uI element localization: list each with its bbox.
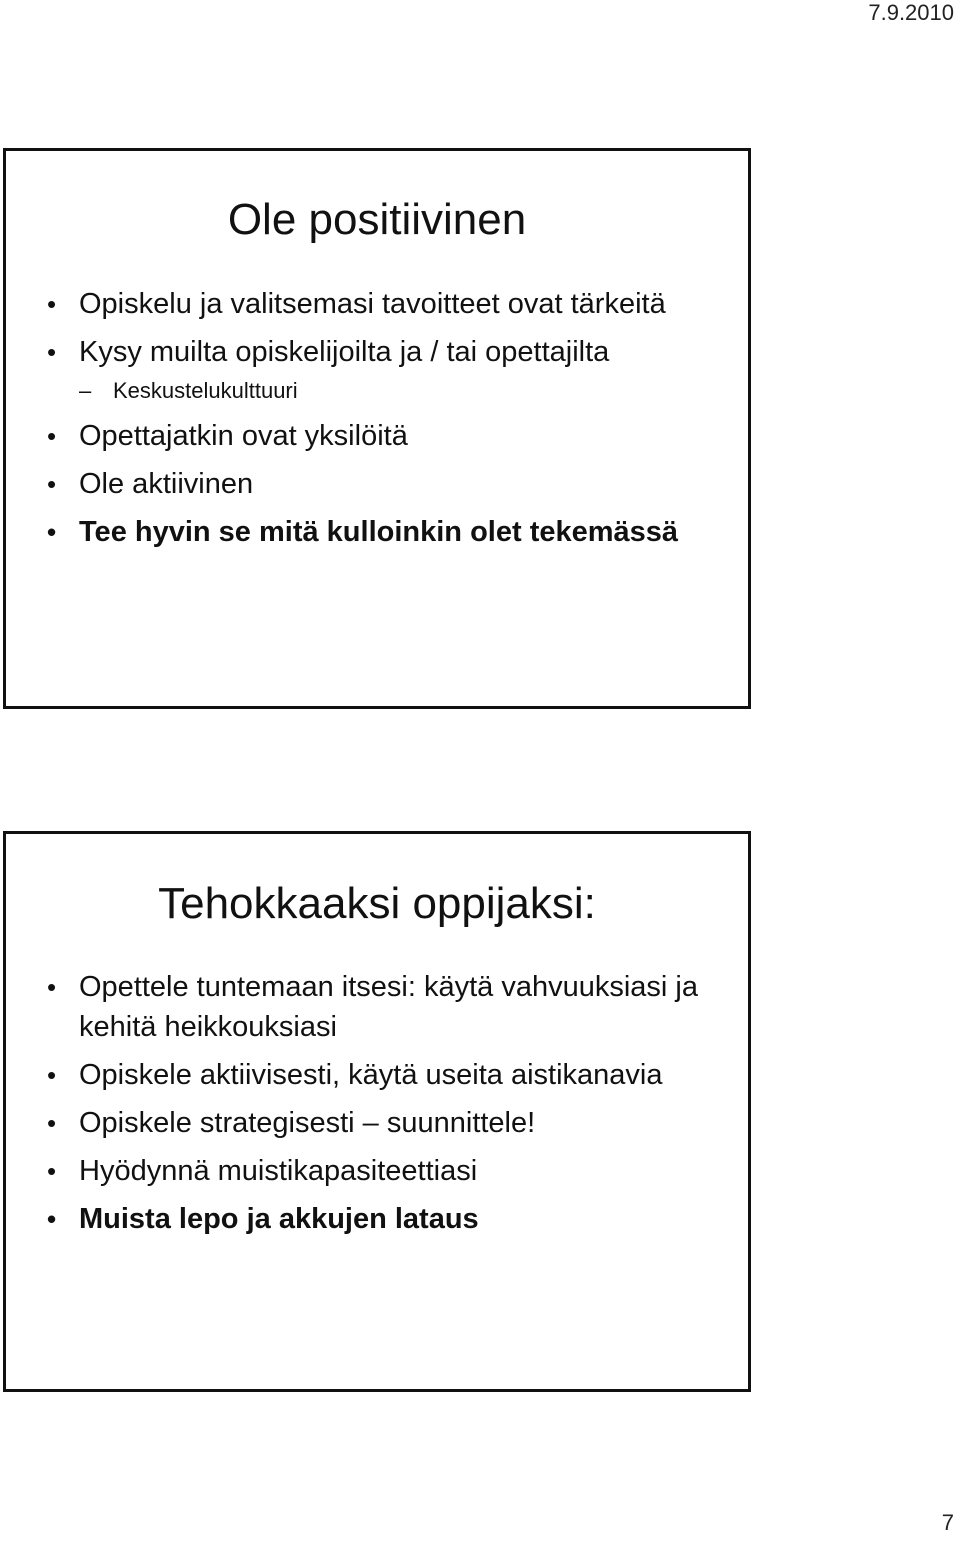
bullet-item xyxy=(46,1055,708,1095)
bullet-text: Kysy muilta opiskelijoilta ja / tai opettajilta xyxy=(79,336,610,368)
bullet-item xyxy=(46,332,708,372)
bullet-text: Opiskelu ja valitsemasi tavoitteet ovat tärkeitä xyxy=(79,288,666,320)
bullet-dot-icon: • xyxy=(47,1108,57,1138)
bullet-item xyxy=(46,1103,708,1143)
slide-title: Tehokkaaksi oppijaksi: xyxy=(158,879,596,928)
bullet-item xyxy=(46,284,708,324)
bullet-text: Muista lepo ja akkujen lataus xyxy=(79,1203,479,1235)
header-date: 7.9.2010 xyxy=(868,0,954,25)
bullet-text: Opettajatkin ovat yksilöitä xyxy=(79,420,408,452)
bullet-dot-icon: • xyxy=(47,421,57,451)
bullet-dot-icon: • xyxy=(47,517,57,547)
sub-bullet-item xyxy=(46,376,708,406)
sub-bullet-text: Keskustelukulttuuri xyxy=(113,378,298,403)
bullet-dot-icon: • xyxy=(47,469,57,499)
bullet-text: Hyödynnä muistikapasiteettiasi xyxy=(79,1155,478,1187)
page-number: 7 xyxy=(941,1510,954,1535)
slide-1 xyxy=(3,148,751,709)
bullet-item xyxy=(46,1151,708,1191)
bullet-item xyxy=(46,464,708,504)
bullet-dot-icon: • xyxy=(47,1060,57,1090)
bullet-dot-icon: • xyxy=(47,972,57,1002)
bullet-text: Tee hyvin se mitä kulloinkin olet tekemässä xyxy=(79,516,679,548)
bullet-list xyxy=(46,284,708,560)
bullet-text: Opiskele aktiivisesti, käytä useita aistikanavia xyxy=(79,1059,663,1091)
bullet-item xyxy=(46,967,708,1047)
bullet-dot-icon: • xyxy=(47,1204,57,1234)
bullet-item xyxy=(46,512,708,552)
dash-icon: – xyxy=(79,378,92,403)
bullet-list xyxy=(46,967,708,1247)
slide-title: Ole positiivinen xyxy=(227,195,527,244)
bullet-text: Opiskele strategisesti – suunnittele! xyxy=(79,1107,536,1139)
bullet-dot-icon: • xyxy=(47,337,57,367)
bullet-item xyxy=(46,416,708,456)
bullet-text: Opettele tuntemaan itsesi: käytä vahvuuksiasi ja kehitä heikkouksiasi xyxy=(79,971,698,1043)
bullet-dot-icon: • xyxy=(47,289,57,319)
bullet-dot-icon: • xyxy=(47,1156,57,1186)
slide-2 xyxy=(3,831,751,1392)
bullet-item xyxy=(46,1199,708,1239)
bullet-text: Ole aktiivinen xyxy=(79,468,254,500)
